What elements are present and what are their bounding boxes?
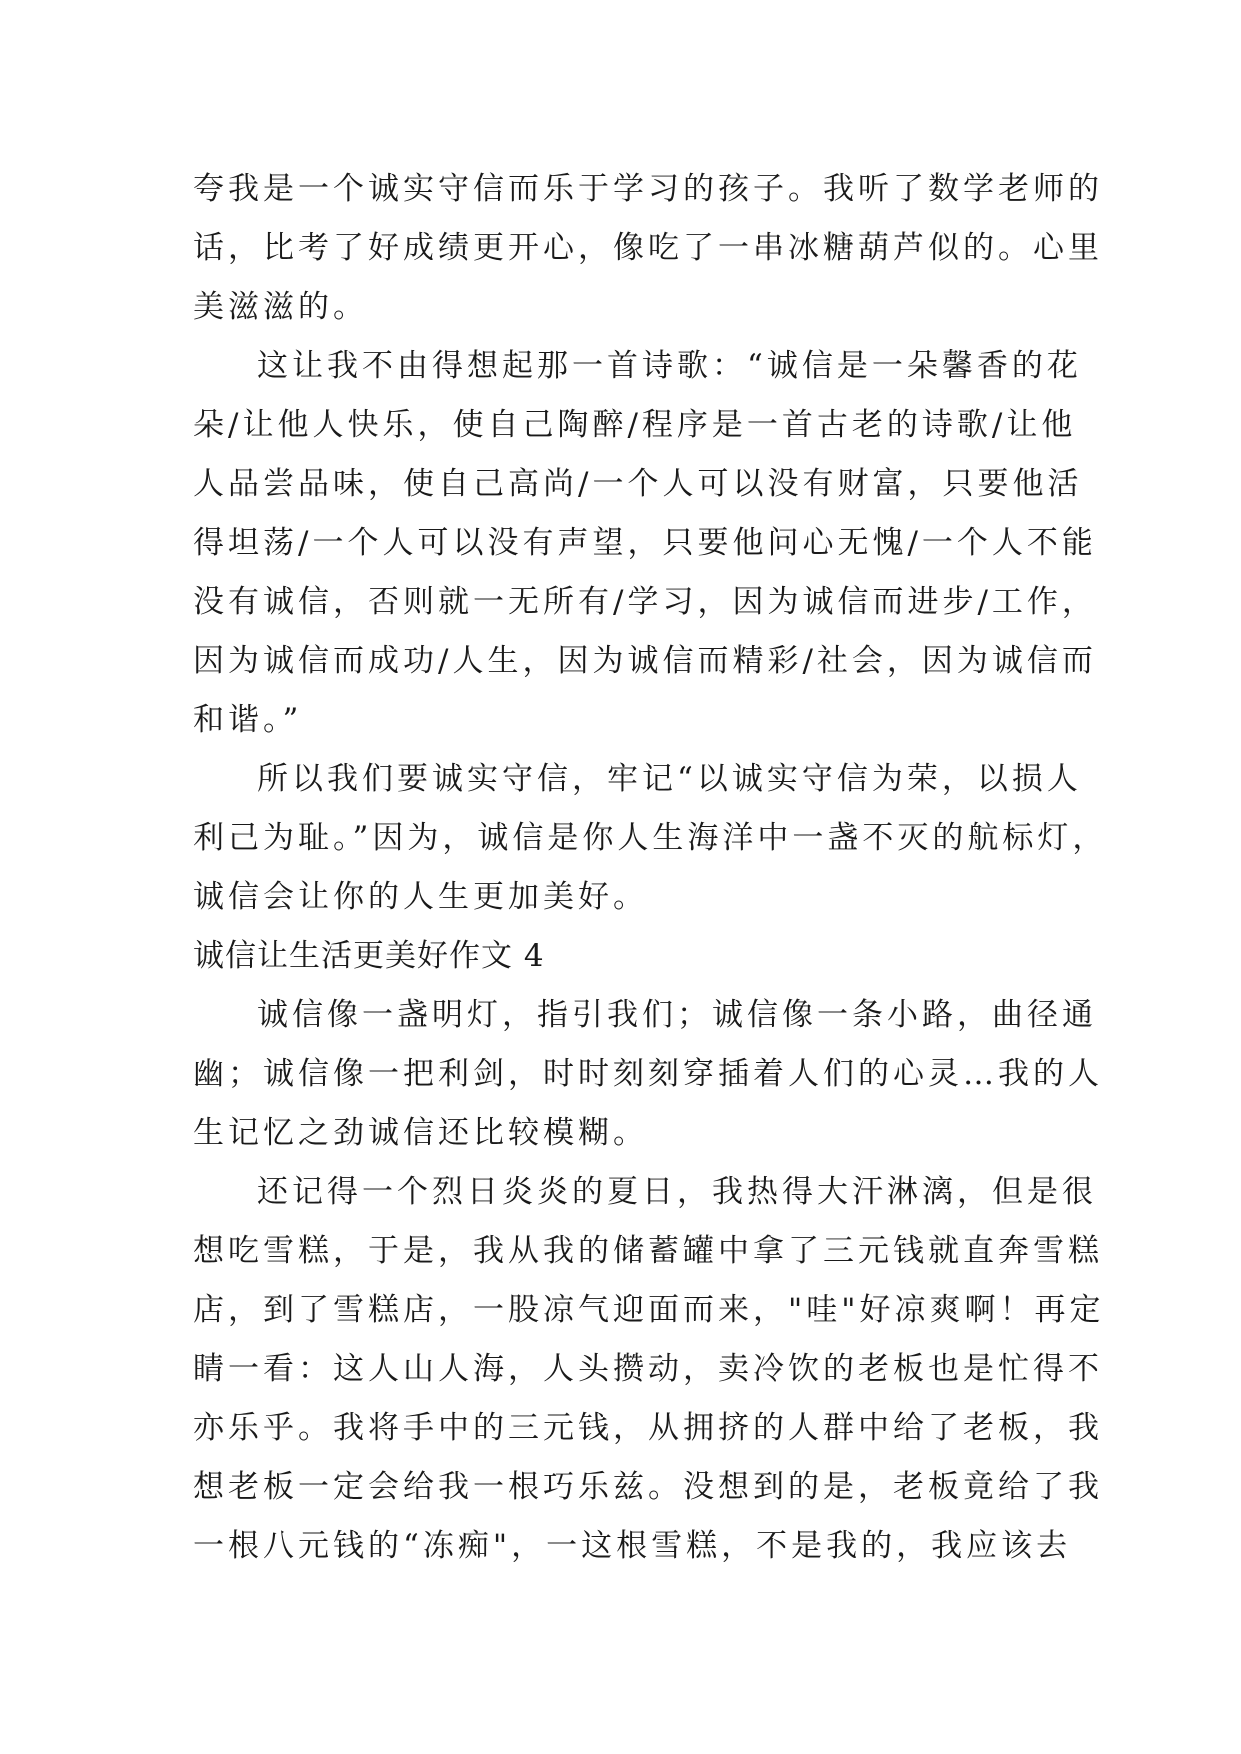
body-line: 想老板一定会给我一根巧乐兹。没想到的是，老板竟给了我 bbox=[193, 1469, 1103, 1505]
body-line: 美滋滋的。 bbox=[193, 289, 368, 325]
body-line: 利己为耻。”因为，诚信是你人生海洋中一盏不灭的航标灯， bbox=[193, 820, 1108, 856]
body-line: 幽；诚信像一把利剑，时时刻刻穿插着人们的心灵…我的人 bbox=[193, 1056, 1103, 1092]
body-line: 睛一看：这人山人海，人头攒动，卖冷饮的老板也是忙得不 bbox=[193, 1351, 1103, 1387]
paragraph-start-line: 这让我不由得想起那一首诗歌：“诚信是一朵馨香的花 bbox=[257, 348, 1082, 384]
body-line: 想吃雪糕，于是，我从我的储蓄罐中拿了三元钱就直奔雪糕 bbox=[193, 1233, 1103, 1269]
body-line: 店，到了雪糕店，一股凉气迎面而来，"哇"好凉爽啊！再定 bbox=[193, 1292, 1105, 1328]
body-line: 诚信会让你的人生更加美好。 bbox=[193, 879, 648, 915]
body-line: 因为诚信而成功/人生，因为诚信而精彩/社会，因为诚信而 bbox=[193, 643, 1097, 679]
body-line: 亦乐乎。我将手中的三元钱，从拥挤的人群中给了老板，我 bbox=[193, 1410, 1103, 1446]
body-line: 没有诚信，否则就一无所有/学习，因为诚信而进步/工作， bbox=[193, 584, 1097, 620]
body-line: 夸我是一个诚实守信而乐于学习的孩子。我听了数学老师的 bbox=[193, 171, 1103, 207]
paragraph-start-line: 诚信像一盏明灯，指引我们；诚信像一条小路，曲径通 bbox=[257, 997, 1097, 1033]
body-line: 人品尝品味，使自己高尚/一个人可以没有财富，只要他活 bbox=[193, 466, 1083, 502]
document-body bbox=[193, 160, 1108, 1576]
body-line: 生记忆之劲诚信还比较模糊。 bbox=[193, 1115, 648, 1151]
section-heading: 诚信让生活更美好作文 4 bbox=[193, 938, 545, 974]
body-line: 一根八元钱的“冻痴"，一这根雪糕，不是我的，我应该去 bbox=[193, 1528, 1072, 1564]
paragraph-start-line: 还记得一个烈日炎炎的夏日，我热得大汗淋漓，但是很 bbox=[257, 1174, 1097, 1210]
body-line: 和谐。” bbox=[193, 702, 303, 738]
paragraph-start-line: 所以我们要诚实守信，牢记“以诚实守信为荣，以损人 bbox=[257, 761, 1082, 797]
body-line: 朵/让他人快乐，使自己陶醉/程序是一首古老的诗歌/让他 bbox=[193, 407, 1077, 443]
body-line: 得坦荡/一个人可以没有声望，只要他问心无愧/一个人不能 bbox=[193, 525, 1097, 561]
body-line: 话，比考了好成绩更开心，像吃了一串冰糖葫芦似的。心里 bbox=[193, 230, 1103, 266]
